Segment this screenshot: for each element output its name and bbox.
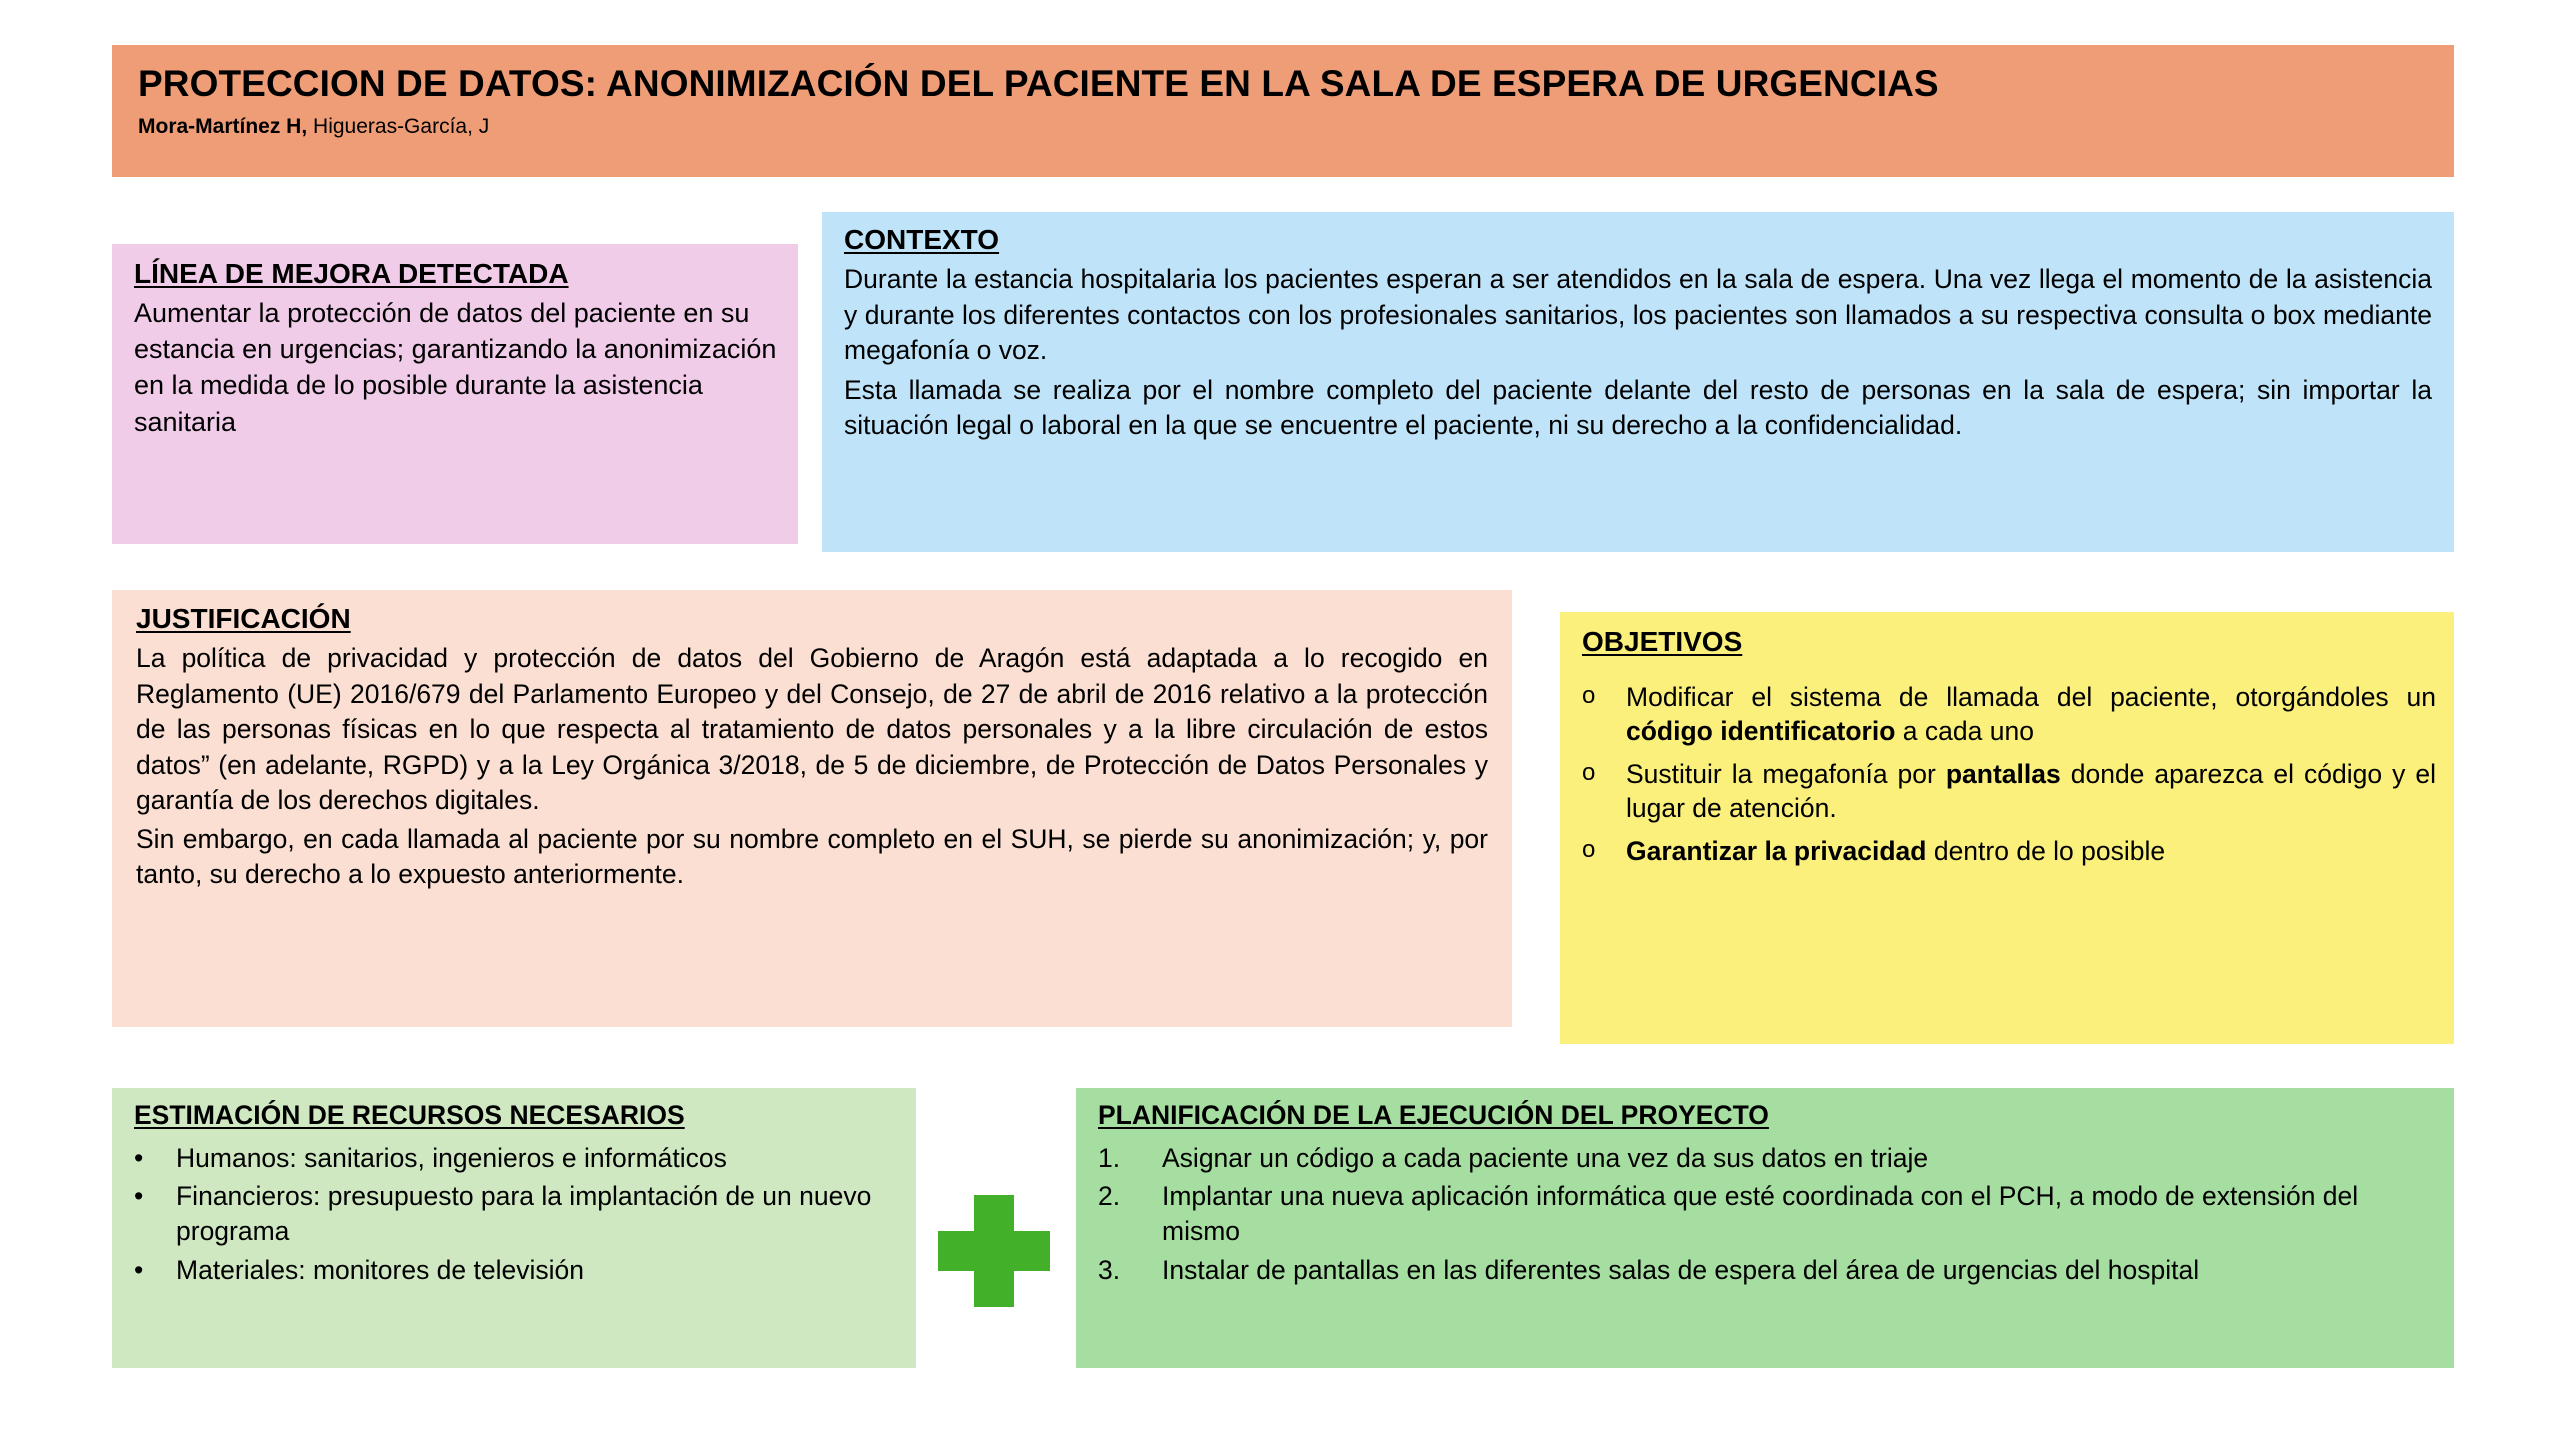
planificacion-text: Implantar una nueva aplicación informática que esté coordinada con el PCH, a modo de extensión del mismo <box>1162 1181 2359 1247</box>
authors-line <box>138 114 2428 139</box>
panel-objetivos-heading: OBJETIVOS <box>1582 626 1743 657</box>
bullet-marker: • <box>134 1143 144 1173</box>
number-marker: 3. <box>1098 1254 1121 1285</box>
recurso-text: Humanos: sanitarios, ingenieros e informáticos <box>176 1143 727 1173</box>
title-banner <box>112 45 2454 177</box>
panel-contexto-heading: CONTEXTO <box>844 224 1000 255</box>
panel-contexto <box>822 212 2454 552</box>
planificacion-list <box>1098 1141 2438 1288</box>
recurso-text: Financieros: presupuesto para la implantación de un nuevo programa <box>176 1181 872 1247</box>
panel-justificacion-heading: JUSTIFICACIÓN <box>136 603 351 634</box>
number-marker: 2. <box>1098 1181 1121 1212</box>
plus-icon <box>938 1195 1050 1307</box>
objetivo-text-bold: pantallas <box>1945 758 2061 789</box>
panel-contexto-paragraph-1: Durante la estancia hospitalaria los pacientes esperan a ser atendidos en la sala de espera. Una vez llega el momento de la asistencia y durante los diferentes contactos con los profesionales sanitarios, los pacientes son llamados a su respectiva consulta o box mediante megafonía o voz. <box>844 264 2432 365</box>
list-item <box>1582 834 2436 868</box>
bullet-marker: o <box>1582 682 1596 709</box>
list-item <box>1098 1179 2438 1249</box>
panel-contexto-body <box>844 262 2432 444</box>
objetivo-text-post: donde aparezca el código y el lugar de atención. <box>1626 758 2436 824</box>
list-item <box>134 1253 900 1288</box>
objetivo-text <box>1626 757 2436 826</box>
bullet-marker: o <box>1582 835 1596 863</box>
planificacion-text: Asignar un código a cada paciente una vez da sus datos en triaje <box>1162 1143 1929 1173</box>
planificacion-text: Instalar de pantallas en las diferentes salas de espera del área de urgencias del hospital <box>1162 1254 2200 1285</box>
list-item <box>1098 1141 2438 1176</box>
panel-estimacion-recursos-heading: ESTIMACIÓN DE RECURSOS NECESARIOS <box>134 1100 685 1130</box>
objetivos-list <box>1582 680 2436 868</box>
objetivo-text-bold: código identificatorio <box>1626 716 1896 747</box>
objetivo-text-post: dentro de lo posible <box>1926 835 2166 866</box>
recursos-list <box>134 1141 900 1288</box>
author-primary: Mora-Martínez H, <box>138 115 308 139</box>
list-item <box>1582 757 2436 826</box>
objetivo-text-pre: Sustituir la megafonía por <box>1626 758 1946 789</box>
panel-contexto-paragraph-2: Esta llamada se realiza por el nombre completo del paciente delante del resto de personas en la sala de espera; sin importar la situación legal o laboral en la que se encuentre el paciente, ni su derecho a la confidencialidad. <box>844 374 2432 440</box>
panel-estimacion-recursos <box>112 1088 916 1368</box>
list-item <box>134 1179 900 1249</box>
bullet-marker: o <box>1582 758 1596 786</box>
list-item <box>134 1141 900 1176</box>
objetivo-text-pre: Modificar el sistema de llamada del paciente, otorgándoles un <box>1626 682 2436 712</box>
list-item <box>1098 1253 2438 1288</box>
panel-planificacion <box>1076 1088 2454 1368</box>
bullet-marker: • <box>134 1181 144 1212</box>
panel-linea-mejora <box>112 244 798 544</box>
page-title: PROTECCION DE DATOS: ANONIMIZACIÓN DEL PACIENTE EN LA SALA DE ESPERA DE URGENCIAS <box>138 63 1939 104</box>
objetivo-text <box>1626 834 2436 868</box>
objetivo-text <box>1626 680 2436 749</box>
panel-linea-mejora-heading: LÍNEA DE MEJORA DETECTADA <box>134 258 569 289</box>
panel-objetivos <box>1560 612 2454 1044</box>
objetivo-text-bold: Garantizar la privacidad <box>1626 835 1927 866</box>
bullet-marker: • <box>134 1254 144 1285</box>
recurso-text: Materiales: monitores de televisión <box>176 1254 584 1285</box>
objetivo-text-post: a cada uno <box>1895 716 2034 747</box>
panel-justificacion <box>112 590 1512 1027</box>
number-marker: 1. <box>1098 1143 1121 1173</box>
plus-icon-vertical-bar <box>974 1195 1014 1307</box>
panel-linea-mejora-body: Aumentar la protección de datos del paciente en su estancia en urgencias; garantizando la anonimización en la medida de lo posible durante la asistencia sanitaria <box>134 298 777 437</box>
author-secondary: Higueras-García, J <box>307 115 490 139</box>
panel-planificacion-heading: PLANIFICACIÓN DE LA EJECUCIÓN DEL PROYECTO <box>1098 1100 1769 1130</box>
panel-justificacion-body <box>136 641 1488 893</box>
panel-justificacion-paragraph-1: La política de privacidad y protección de datos del Gobierno de Aragón está adaptada a lo recogido en Reglamento (UE) 2016/679 del Parlamento Europeo y del Consejo, de 27 de abril de 2016 relativo a la protección de las personas físicas en lo que respecta al tratamiento de datos personales y a la libre circulación de estos datos” (en adelante, RGPD) y a la Ley Orgánica 3/2018, de 5 de diciembre, de Protección de Datos Personales y garantía de los derechos digitales. <box>136 643 1488 815</box>
list-item <box>1582 680 2436 749</box>
panel-justificacion-paragraph-2: Sin embargo, en cada llamada al paciente por su nombre completo en el SUH, se pierde su anonimización; y, por tanto, su derecho a lo expuesto anteriormente. <box>136 823 1488 889</box>
